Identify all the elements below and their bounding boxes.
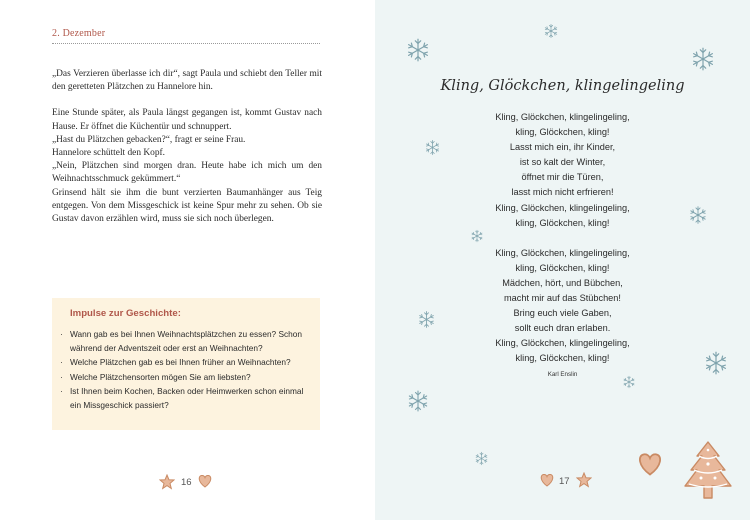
snowflake-icon	[690, 46, 716, 72]
story-prompts-box	[52, 298, 320, 430]
story-paragraph: Grinsend hält sie ihm die bunt verzierten Baumanhänger aus Teig entgegen. Von dem Missgeschick ist keine Spur mehr zu sehen. Ob sie Gustav davon erzählen wird, muss sie sich noch überlegen.	[52, 187, 322, 225]
list-item: · Wann gab es bei Ihnen Weihnachtsplätzchen zu essen? Schon während der Adventszeit oder erst an Weihnachten?	[64, 328, 310, 355]
story-paragraph: Eine Stunde später, als Paula längst gegangen ist, kommt Gustav nach Hause. Er öffnet die Küchentür und schnuppert.	[52, 108, 322, 132]
lyric-line: lasst mich nicht erfrieren!	[511, 187, 614, 198]
lyric-line: Lasst mich ein, ihr Kinder,	[509, 142, 616, 153]
chapter-date-header: 2. Dezember	[52, 28, 106, 39]
lyric-line: Kling, Glöckchen, klingelingeling,	[495, 247, 630, 258]
snowflake-icon	[474, 451, 489, 466]
snowflake-icon	[405, 37, 431, 63]
snowflake-icon	[543, 23, 559, 39]
lyric-line: kling, Glöckchen, kling!	[515, 127, 610, 138]
right-page	[375, 0, 750, 520]
lyric-line: Kling, Glöckchen, klingelingeling,	[495, 338, 630, 349]
list-item: · Ist Ihnen beim Kochen, Backen oder Heimwerken schon einmal ein Missgeschick passiert?	[64, 385, 310, 412]
story-paragraph: „Hast du Plätzchen gebacken?“, fragt er seine Frau.	[52, 134, 246, 145]
story-paragraph: „Das Verzieren überlasse ich dir“, sagt Paula und schiebt den Teller mit den geretteten Plätzchen zu Hannelore hin.	[52, 69, 322, 93]
lyric-line: öffnet mir die Türen,	[521, 172, 604, 183]
page-number-right: 17	[559, 476, 570, 487]
story-paragraph: „Nein, Plätzchen sind morgen dran. Heute habe ich mich um den Weihnachtsschmuck gekümmert.“	[52, 161, 322, 185]
lyric-line: sollt euch dran erlaben.	[514, 323, 611, 334]
lyric-line: kling, Glöckchen, kling!	[515, 353, 610, 364]
story-prompts-title: Impulse zur Geschichte:	[70, 308, 181, 319]
lyric-line: kling, Glöckchen, kling!	[515, 217, 610, 228]
list-item: · Welche Plätzchensorten mögen Sie am liebsten?	[64, 371, 310, 385]
song-lyrics	[375, 110, 750, 382]
story-text	[52, 68, 322, 226]
lyric-line: Bring euch viele Gaben,	[513, 308, 612, 319]
song-author: Karl Enslin	[547, 371, 578, 378]
lyric-line: kling, Glöckchen, kling!	[515, 262, 610, 273]
lyric-line: Kling, Glöckchen, klingelingeling,	[495, 112, 630, 122]
lyric-line: Mädchen, hört, und Bübchen,	[502, 277, 623, 288]
lyric-line: Kling, Glöckchen, klingelingeling,	[495, 202, 630, 213]
snowflake-icon	[406, 389, 430, 413]
gingerbread-tree-icon	[681, 440, 735, 510]
song-title: Kling, Glöckchen, klingelingeling	[440, 78, 685, 94]
story-prompts-list	[64, 328, 310, 413]
page-number-left: 16	[181, 477, 192, 488]
lyric-line: ist so kalt der Winter,	[519, 157, 606, 168]
heart-cookie-icon	[539, 472, 555, 488]
heart-cookie-icon	[197, 473, 213, 489]
song-stanza	[375, 110, 750, 231]
star-cookie-icon	[159, 474, 175, 490]
song-stanza	[375, 246, 750, 367]
story-paragraph: Hannelore schüttelt den Kopf.	[52, 148, 165, 159]
star-cookie-icon	[576, 472, 592, 488]
list-item: · Welche Plätzchen gab es bei Ihnen früher an Weihnachten?	[64, 356, 310, 370]
lyric-line: macht mir auf das Stübchen!	[504, 293, 621, 304]
header-divider	[52, 43, 320, 44]
heart-cookie-icon	[636, 449, 664, 479]
